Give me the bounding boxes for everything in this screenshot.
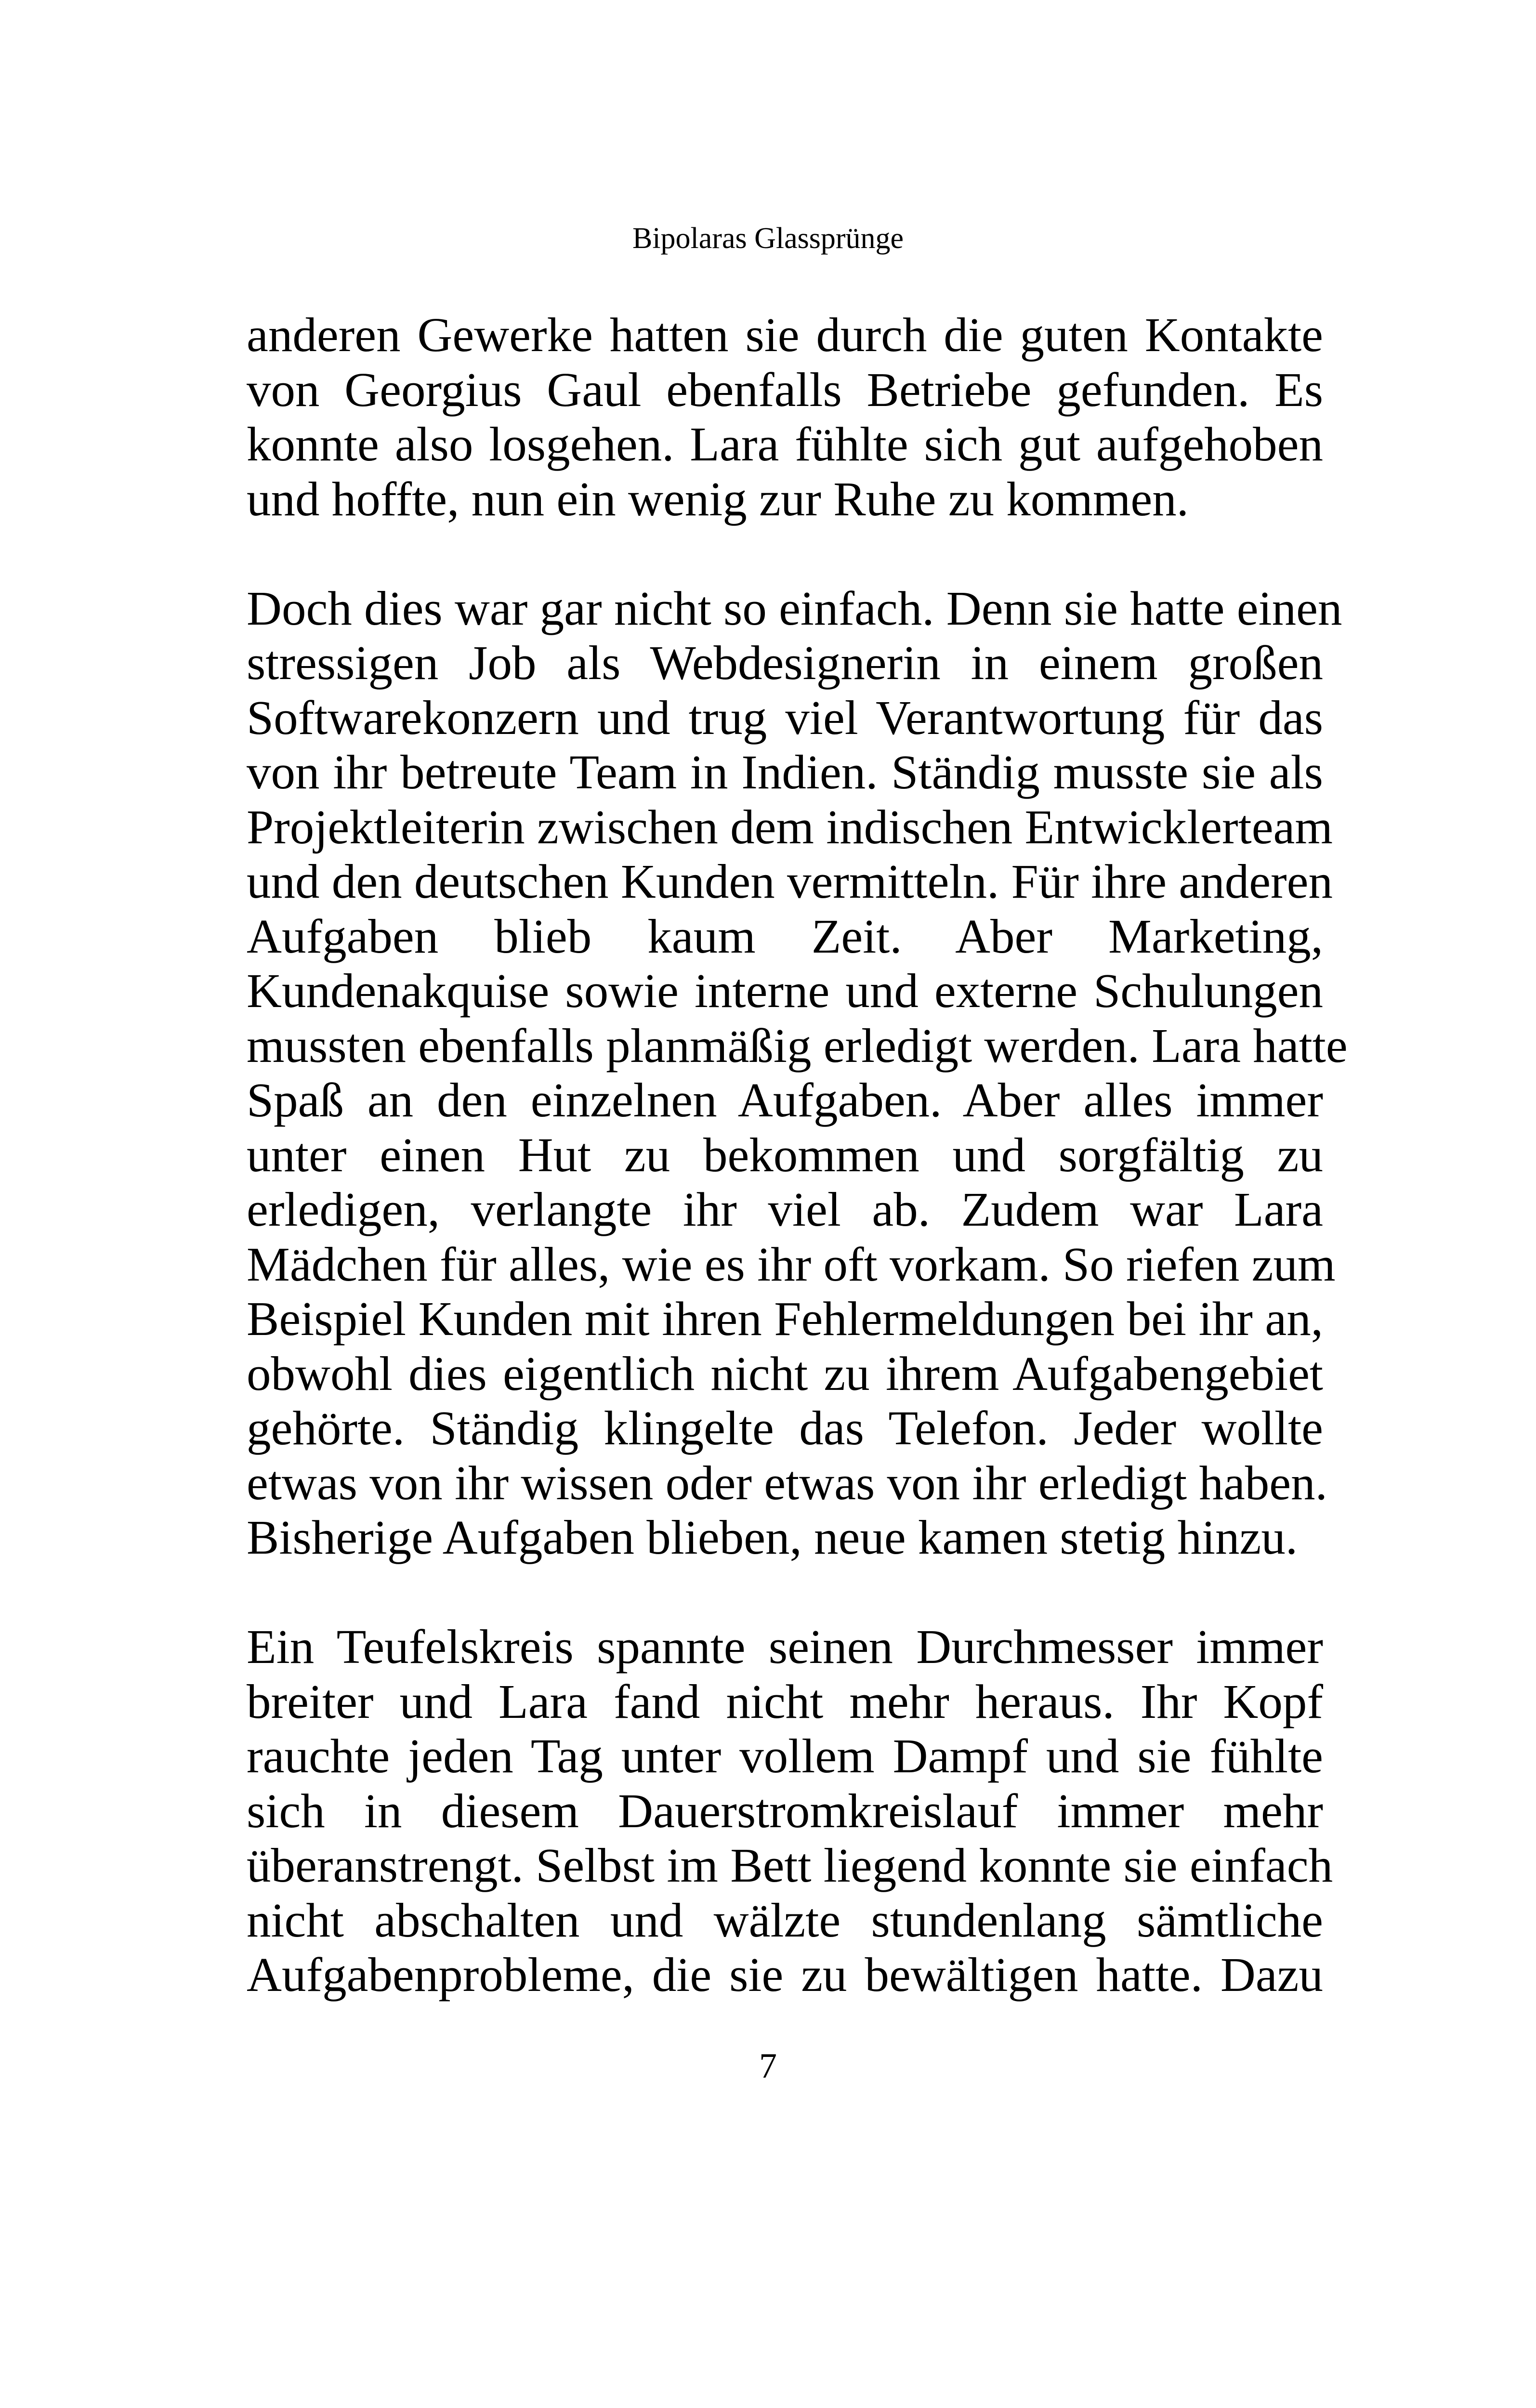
paragraph-gap: [247, 1565, 1323, 1620]
text-line: von Georgius Gaul ebenfalls Betriebe gefunden. Es: [247, 362, 1323, 417]
page-number: 7: [759, 2046, 777, 2086]
text-line: stressigen Job als Webdesignerin in einem großen: [247, 636, 1323, 690]
text-line: unter einen Hut zu bekommen und sorgfältig zu: [247, 1127, 1323, 1182]
text-line: gehörte. Ständig klingelte das Telefon. Jeder wollte: [247, 1401, 1323, 1455]
text-line: konnte also losgehen. Lara fühlte sich gut aufgehoben: [247, 417, 1323, 471]
text-line: Ein Teufelskreis spannte seinen Durchmesser immer: [247, 1620, 1323, 1674]
text-line: Aufgabenprobleme, die sie zu bewältigen hatte. Dazu: [247, 1948, 1323, 2002]
paragraph: [247, 308, 1323, 526]
text-line: erledigen, verlangte ihr viel ab. Zudem war Lara: [247, 1182, 1323, 1236]
text-line: Beispiel Kunden mit ihren Fehlermeldungen bei ihr an,: [247, 1292, 1323, 1346]
text-line: obwohl dies eigentlich nicht zu ihrem Aufgabengebiet: [247, 1346, 1323, 1400]
text-line: rauchte jeden Tag unter vollem Dampf und sie fühlte: [247, 1729, 1323, 1783]
text-line: Kundenakquise sowie interne und externe Schulungen: [247, 964, 1323, 1018]
paragraph-gap: [247, 526, 1323, 581]
body-text: [247, 308, 1348, 2002]
text-line: Projektleiterin zwischen dem indischen Entwicklerteam: [247, 799, 1333, 854]
text-line: sich in diesem Dauerstromkreislauf immer mehr: [247, 1783, 1323, 1838]
text-line: Doch dies war gar nicht so einfach. Denn sie hatte einen: [247, 581, 1342, 635]
text-line: nicht abschalten und wälzte stundenlang sämtliche: [247, 1893, 1323, 1947]
text-line: Aufgaben blieb kaum Zeit. Aber Marketing,: [247, 909, 1323, 963]
text-line: Mädchen für alles, wie es ihr oft vorkam. So riefen zum: [247, 1237, 1336, 1291]
text-line: etwas von ihr wissen oder etwas von ihr erledigt haben.: [247, 1455, 1327, 1510]
text-line: anderen Gewerke hatten sie durch die guten Kontakte: [247, 308, 1323, 362]
text-line: Softwarekonzern und trug viel Verantwortung für das: [247, 690, 1323, 745]
running-header: Bipolaras Glassprünge: [632, 222, 904, 255]
text-line: breiter und Lara fand nicht mehr heraus. Ihr Kopf: [247, 1674, 1323, 1728]
text-line: und den deutschen Kunden vermitteln. Für ihre anderen: [247, 854, 1333, 908]
text-line: mussten ebenfalls planmäßig erledigt werden. Lara hatte: [247, 1018, 1348, 1073]
paragraph: [247, 581, 1348, 1565]
text-line: Spaß an den einzelnen Aufgaben. Aber alles immer: [247, 1073, 1323, 1127]
text-line: und hoffte, nun ein wenig zur Ruhe zu kommen.: [247, 471, 1189, 526]
text-line: Bisherige Aufgaben blieben, neue kamen stetig hinzu.: [247, 1510, 1298, 1564]
text-line: von ihr betreute Team in Indien. Ständig musste sie als: [247, 745, 1323, 799]
paragraph: [247, 1620, 1333, 2002]
text-line: überanstrengt. Selbst im Bett liegend konnte sie einfach: [247, 1838, 1333, 1892]
